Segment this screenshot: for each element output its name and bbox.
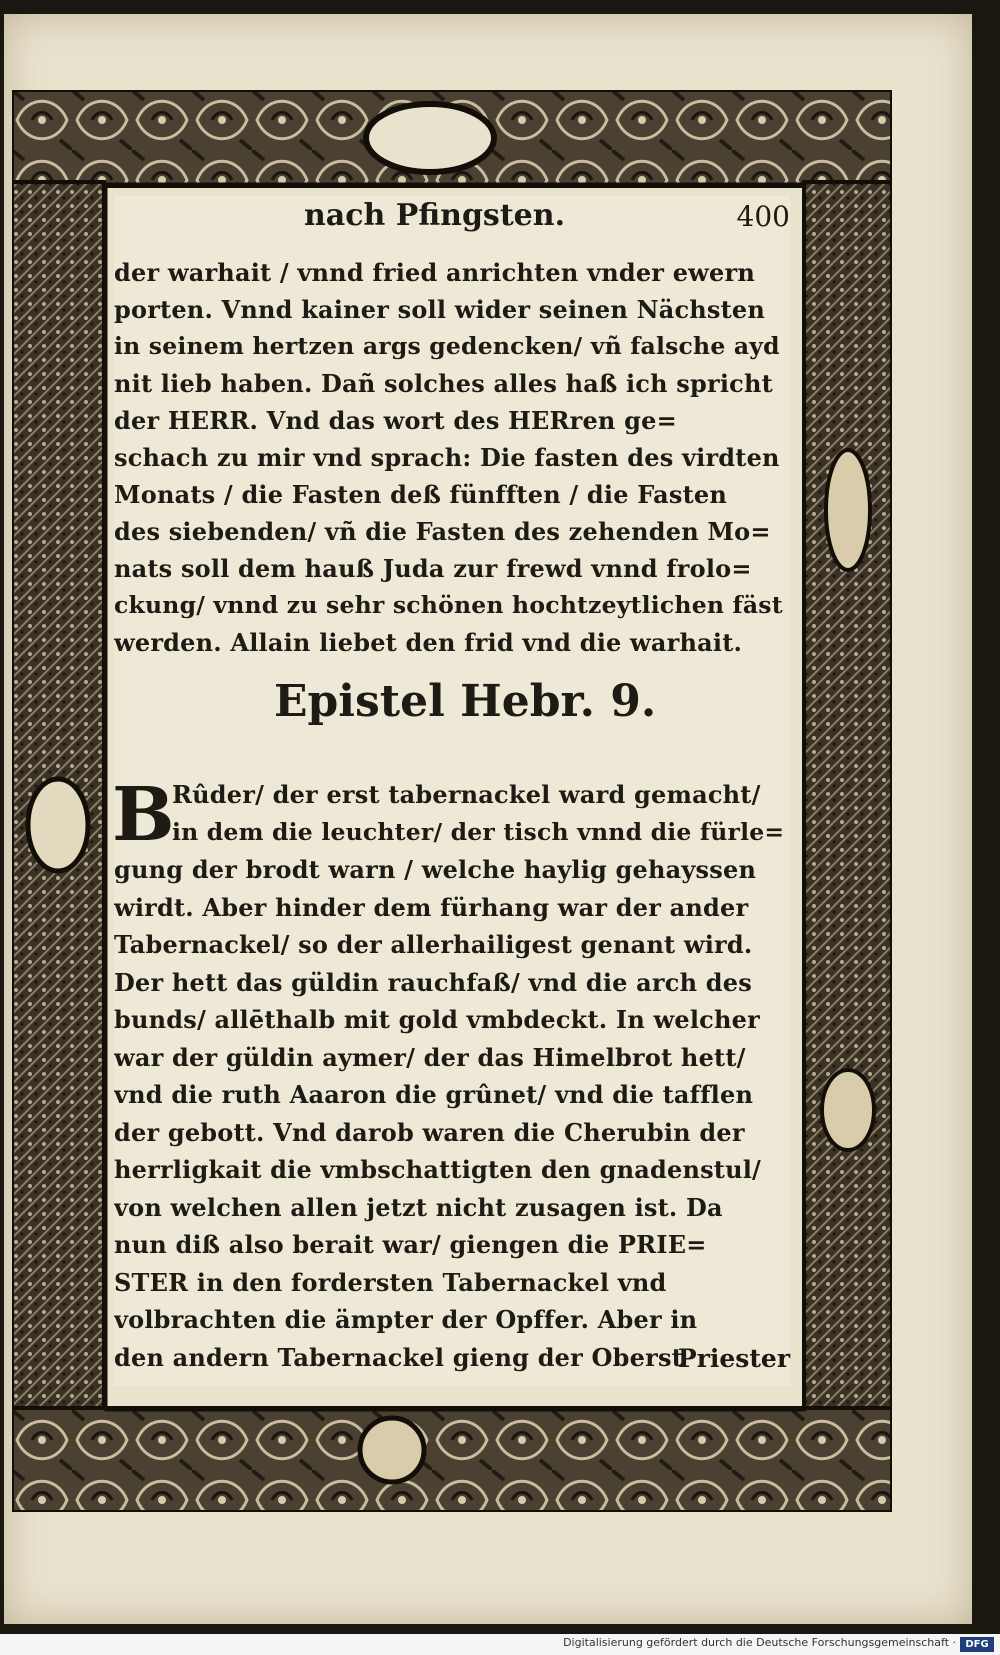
catchword: Priester [677,1344,790,1373]
text-line: vnd die ruth Aaaron die grûnet/ vnd die tafflen [114,1080,754,1109]
text-line: bunds/ allēthalb mit gold vmbdeckt. In welcher [114,1005,760,1034]
text-line: herrligkait die vmbschattigten den gnadenstul/ [114,1155,762,1184]
text-line: nit lieb haben. Dañ solches alles haß ich spricht [114,369,773,398]
page-header [114,196,790,252]
text-line: Rûder/ der erst tabernackel ward gemacht/ [172,780,761,809]
text-line: volbrachten die ämpter der Opffer. Aber in [114,1305,698,1334]
book-page [4,14,972,1624]
text-line: ckung/ vnnd zu sehr schönen hochtzeytlichen fäst [114,591,783,619]
text-line: schach zu mir vnd sprach: Die fasten des virdten [114,443,780,472]
text-line: des siebenden/ vñ die Fasten des zehenden Mo= [114,517,771,546]
text-line: in dem die leuchter/ der tisch vnnd die fürle= [172,817,785,846]
text-line: der HERR. Vnd das wort des HERren ge= [114,406,677,435]
text-block [114,196,790,1386]
text-line: von welchen allen jetzt nicht zusagen ist. Da [114,1192,723,1222]
dfg-logo: DFG [960,1637,994,1652]
paragraph-continued [114,254,790,661]
text-line: gung der brodt warn / welche haylig gehayssen [114,855,757,884]
text-line: nun diß also berait war/ giengen die PRIE= [114,1230,707,1259]
text-line: den andern Tabernackel gieng der Oberst [114,1342,683,1372]
drop-cap: B [112,772,175,858]
epistle-paragraph [112,772,790,1376]
text-line: Der hett das güldin rauchfaß/ vnd die arch des [114,967,752,997]
text-line: werden. Allain liebet den frid vnd die warhait. [114,628,743,657]
text-line: war der güldin aymer/ der das Himelbrot hett/ [114,1042,746,1072]
text-line: der warhait / vnnd fried anrichten vnder ewern [114,258,755,287]
text-line: wirdt. Aber hinder dem fürhang war der ander [114,892,749,922]
text-line: STER in den fordersten Tabernackel vnd [114,1267,667,1297]
funding-credit: Digitalisierung gefördert durch die Deutsche Forschungsgemeinschaft · [563,1636,956,1649]
footer-bar [0,1634,1000,1655]
text-line: in seinem hertzen args gedencken/ vñ falsche ayd [114,332,780,360]
text-line: nats soll dem hauß Juda zur frewd vnnd frolo= [114,554,752,583]
text-line: Tabernackel/ so der allerhailigest genant wird. [114,930,753,959]
page-number: 400 [736,200,790,233]
section-heading: Epistel Hebr. 9. [274,676,657,727]
text-line: porten. Vnnd kainer soll wider seinen Nächsten [114,295,766,324]
text-line: der gebott. Vnd darob waren die Cherubin der [114,1117,745,1147]
text-line: Monats / die Fasten deß fünfften / die Fasten [114,480,728,509]
running-head: nach Pfingsten. [304,198,566,233]
